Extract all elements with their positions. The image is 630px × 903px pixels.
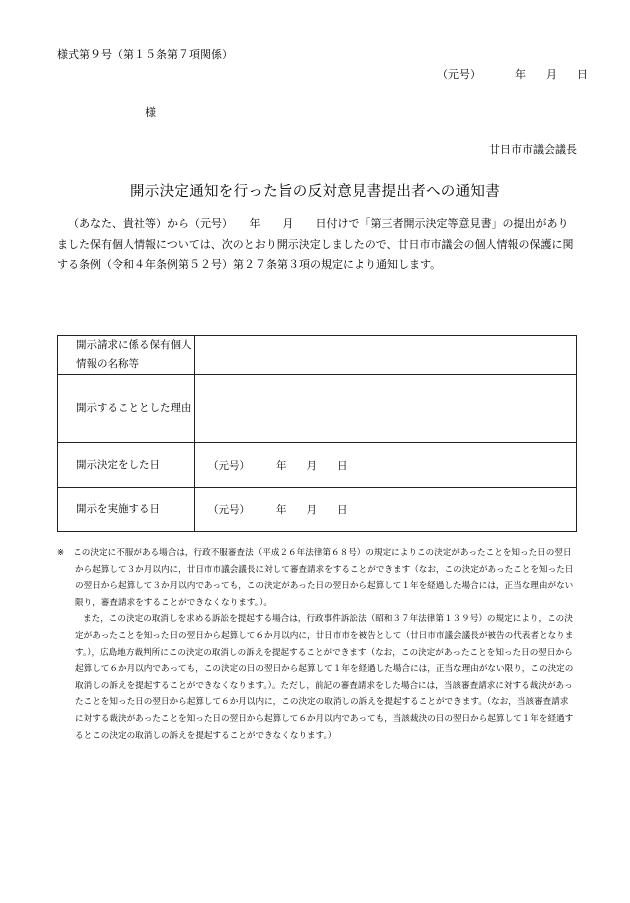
header-date-day: 日 (577, 68, 588, 81)
header-date-era: （元号） (437, 68, 481, 81)
notes-section (57, 545, 577, 744)
row-label-decision-date: 開示決定をした日 (58, 443, 195, 488)
implementation-date-era: （元号） (208, 504, 250, 516)
decision-date-era: （元号） (208, 459, 250, 472)
body-paragraph: （あなた、貴社等）から（元号） 年 月 日付けで「第三者開示決定等意見書」の提出がありました保有個人情報については、次のとおり開示決定しましたので、廿日市市議会の個人情報の保護に関する条例（令和４年条例第５２号）第２７条第３項の規定により通知します。 (57, 217, 574, 271)
implementation-date-month: 月 (306, 504, 317, 516)
form-number: 様式第９号（第１５条第７項関係） (57, 48, 233, 61)
header-date-year: 年 (515, 68, 526, 81)
row-label-info-name: 開示請求に係る保有個人情報の名称等 (58, 336, 195, 375)
addressee: 様 (145, 106, 156, 119)
table-row (58, 375, 577, 443)
table-row (58, 443, 577, 488)
decision-date-month: 月 (306, 459, 317, 472)
decision-date-year: 年 (276, 459, 287, 472)
table-row (58, 488, 577, 532)
implementation-date-year: 年 (276, 504, 287, 516)
row-value-info-name (195, 336, 577, 375)
decision-date-day: 日 (337, 459, 348, 472)
document-title: 開示決定通知を行った旨の反対意見書提出者への通知書 (130, 184, 500, 200)
header-date-month: 月 (546, 68, 557, 81)
note-paragraph-1 (57, 545, 577, 611)
row-value-implementation-date (195, 488, 577, 532)
implementation-date-day: 日 (337, 504, 348, 516)
row-label-implementation-date: 開示を実施する日 (58, 488, 195, 532)
table-row (58, 336, 577, 375)
note-paragraph-2: また，この決定の取消しを求める訴訟を提起する場合は，行政事件訴訟法（昭和３７年法律第１３９号）の規定により，この決定があったことを知った日の翌日から起算して６か月以内に，廿日市市を被告として（廿日市市議会議長が被告の代表者となります。），広島地方裁判所にこの決定の取消しの訴えを提起することができます（なお，この決定があったことを知った日の翌日から起算して６か月以内であっても，この決定の日の翌日から起算して１年を経過した場合には，正当な理由がない限り，この決定の取消しの訴えを提起することができなくなります。）。ただし，前記の審査請求をした場合には，当該審査請求に対する裁決があったことを知った日の翌日から起算して６か月以内に，この決定の取消しの訴えを提起することができます。（なお，当該審査請求に対する裁決があったことを知った日の翌日から起算して６か月以内であっても，当該裁決の日の翌日から起算して１年を経過するとこの決定の取消しの訴えを提起することができなくなります。） (75, 614, 574, 741)
info-table (57, 335, 577, 532)
row-value-decision-date (195, 443, 577, 488)
row-label-reason: 開示することとした理由 (58, 375, 195, 443)
header-date (437, 66, 588, 82)
note-mark: ※ (57, 548, 65, 558)
row-value-reason (195, 375, 577, 443)
issuer-name: 廿日市市議会議長 (489, 143, 577, 156)
note-text-1: この決定に不服がある場合は，行政不服審査法（平成２６年法律第６８号）の規定によりこの決定があったことを知った日の翌日から起算して３か月以内に，廿日市市議会議長に対して審査請求をすることができます（なお，この決定があったことを知った日の翌日から起算して３か月以内であっても，この決定があった日の翌日から起算して１年を経過した場合には，正当な理由がない限り，審査請求をすることができなくなります。）。 (73, 548, 574, 608)
